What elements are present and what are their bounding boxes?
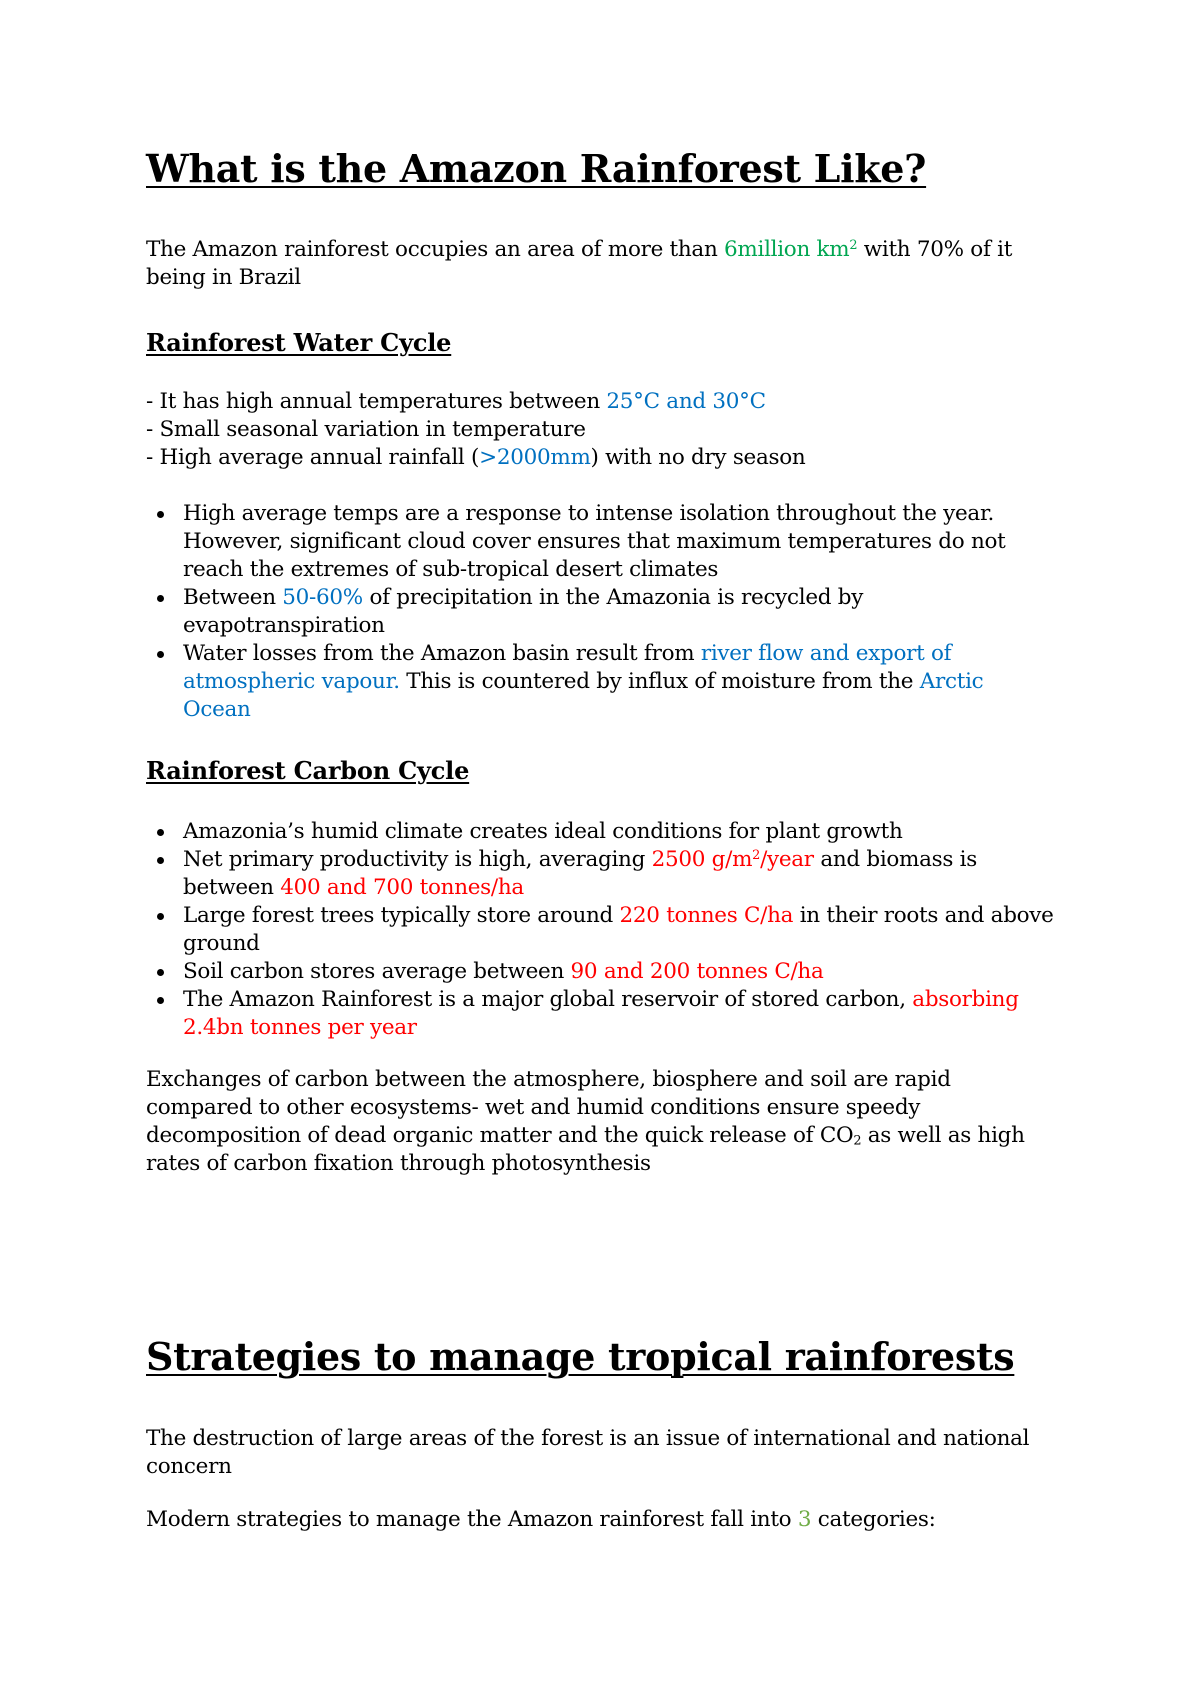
- intro-paragraph: [146, 236, 1086, 292]
- strategies-title: Strategies to manage tropical rainforests: [146, 1334, 1015, 1379]
- list-item: Net primary productivity is high, averaging 2500 $g/m^2$/year and biomass is between 400 and 700 tonnes/ha: [146, 846, 1106, 902]
- bullet-icon: [157, 511, 164, 518]
- water-dash-list: [146, 388, 1086, 472]
- bullet-icon: [157, 595, 164, 602]
- bullet-icon: [157, 913, 164, 920]
- list-item: Water losses from the Amazon basin result from river flow and export of atmospheric vapour. This is countered by influx of moisture from the Arctic Ocean: [146, 640, 1106, 724]
- area-highlight: 6million $km^2$: [724, 237, 858, 262]
- intro-text-3: being in Brazil: [146, 265, 301, 290]
- strategies-paragraph-1: The destruction of large areas of the forest is an issue of international and national concern: [146, 1426, 1030, 1479]
- list-item: Soil carbon stores average between 90 and 200 tonnes C/ha: [146, 958, 1106, 986]
- strategies-paragraph-2: Modern strategies to manage the Amazon rainforest fall into 3 categories:: [146, 1507, 936, 1532]
- dash-line: - High average annual rainfall (>2000mm) with no dry season: [146, 445, 806, 470]
- water-cycle-heading: Rainforest Water Cycle: [146, 328, 452, 357]
- page-title: What is the Amazon Rainforest Like?: [146, 146, 927, 191]
- dash-line: - It has high annual temperatures between 25°C and 30°C: [146, 389, 766, 414]
- dash-line: - Small seasonal variation in temperature: [146, 417, 586, 442]
- intro-text-2: with 70% of it: [857, 237, 1013, 262]
- intro-text: The Amazon rainforest occupies an area of more than: [146, 237, 725, 262]
- carbon-cycle-heading: Rainforest Carbon Cycle: [146, 756, 470, 785]
- list-item: The Amazon Rainforest is a major global reservoir of stored carbon, absorbing 2.4bn tonnes per year: [146, 986, 1106, 1042]
- list-item: Between 50-60% of precipitation in the Amazonia is recycled by evapotranspiration: [146, 584, 1106, 640]
- bullet-icon: [157, 857, 164, 864]
- list-item: Large forest trees typically store around 220 tonnes C/ha in their roots and above ground: [146, 902, 1106, 958]
- carbon-paragraph: Exchanges of carbon between the atmosphere, biosphere and soil are rapid compared to other ecosystems- wet and humid conditions ensure speedy decomposition of dead organic matter and the quick release of $CO_2$ as well as high rates of carbon fixation through photosynthesis: [146, 1067, 1025, 1176]
- water-bullet-list: [146, 500, 1106, 724]
- bullet-icon: [157, 997, 164, 1004]
- list-item: High average temps are a response to intense isolation throughout the year. However, significant cloud cover ensures that maximum temperatures do not reach the extremes of sub-tropical desert climates: [146, 500, 1106, 584]
- bullet-icon: [157, 829, 164, 836]
- list-item: Amazonia’s humid climate creates ideal conditions for plant growth: [146, 818, 1106, 846]
- bullet-icon: [157, 651, 164, 658]
- bullet-icon: [157, 969, 164, 976]
- carbon-bullet-list: [146, 818, 1106, 1042]
